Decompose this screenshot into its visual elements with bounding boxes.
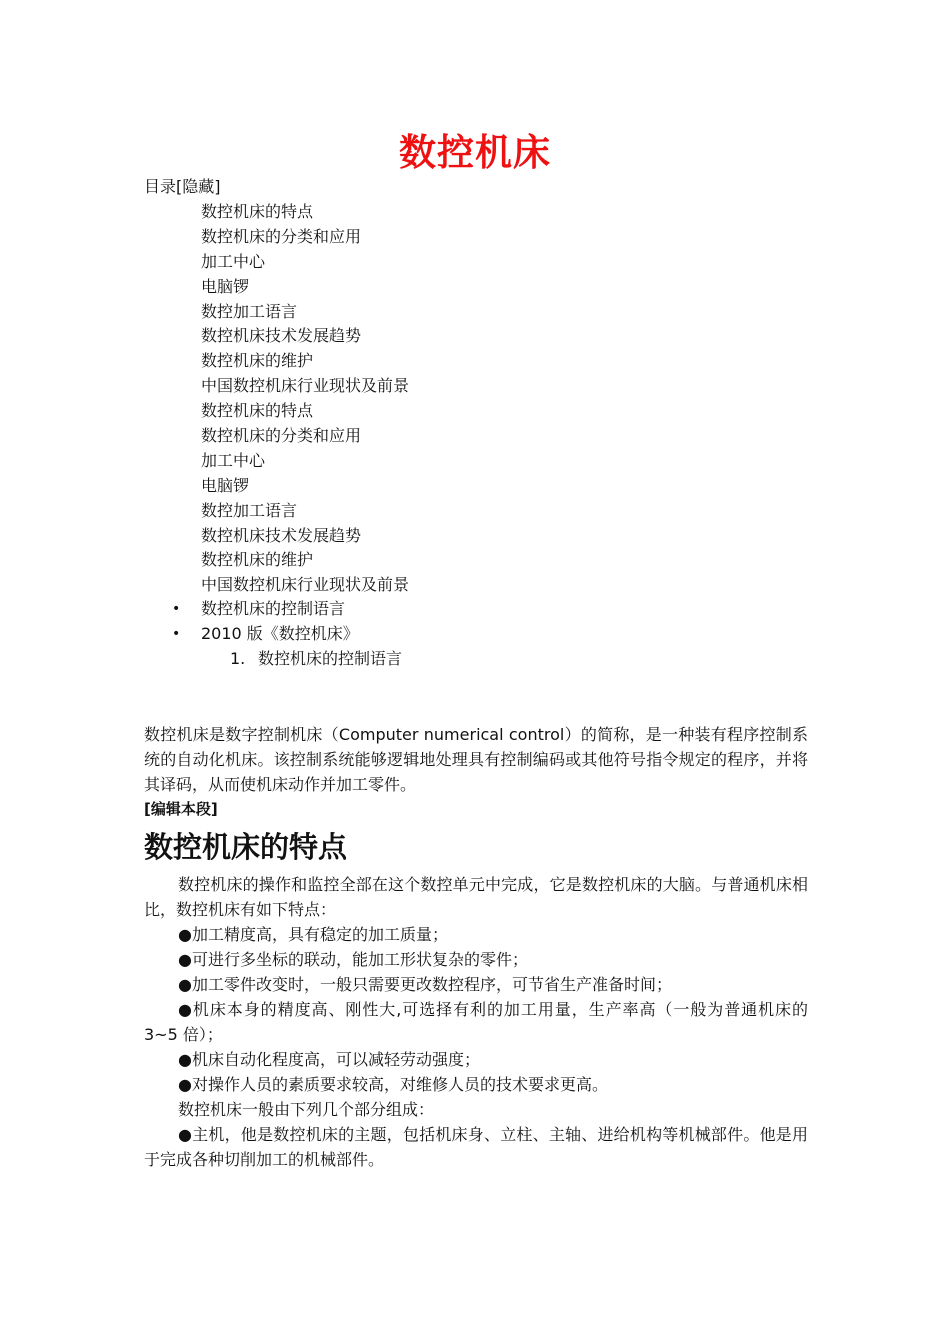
feature-item: ●可进行多坐标的联动，能加工形状复杂的零件； xyxy=(178,950,528,969)
toc-item[interactable]: 数控加工语言 xyxy=(201,301,298,321)
section-heading: 数控机床的特点 xyxy=(144,830,348,864)
body-paragraph: 数控机床的操作和监控全部在这个数控单元中完成，它是数控机床的大脑。与普通机床相比，数控机床有如下特点： xyxy=(144,875,808,919)
feature-item: ●对操作人员的素质要求较高，对维修人员的技术要求更高。 xyxy=(178,1075,608,1094)
bullet-icon: • xyxy=(172,601,181,617)
toc-item[interactable]: 数控机床技术发展趋势 xyxy=(201,525,362,545)
bullet-item-label: 2010 版《数控机床》 xyxy=(201,623,359,643)
body-paragraph: 数控机床一般由下列几个部分组成： xyxy=(178,1100,435,1119)
feature-item: ●机床自动化程度高，可以减轻劳动强度； xyxy=(178,1050,480,1069)
feature-item: ●加工精度高，具有稳定的加工质量； xyxy=(178,925,448,944)
toc-item[interactable]: 数控机床的分类和应用 xyxy=(201,226,362,246)
feature-item: ●机床本身的精度高、刚性大,可选择有利的加工用量，生产率高（一般为普通机床的 3~5 倍）； xyxy=(144,1000,808,1044)
bullet-icon: • xyxy=(172,625,181,642)
edit-section-link[interactable]: [编辑本段] xyxy=(144,800,218,818)
bullet-item[interactable] xyxy=(144,622,359,647)
toc-item[interactable]: 电脑锣 xyxy=(201,475,250,495)
toc-item[interactable]: 数控机床的特点 xyxy=(201,202,314,221)
intro-paragraph: 数控机床是数字控制机床（Computer numerical control）的简称，是一种装有程序控制系统的自动化机床。该控制系统能够逻辑地处理具有控制编码或其他符号指令规定的程序，并将其译码，从而使机床动作并加工零件。 xyxy=(144,725,808,794)
component-item: ●主机，他是数控机床的主题，包括机床身、立柱、主轴、进给机构等机械部件。他是用于完成各种切削加工的机械部件。 xyxy=(144,1125,808,1169)
toc-item[interactable]: 电脑锣 xyxy=(201,276,250,296)
feature-item: ●加工零件改变时，一般只需要更改数控程序，可节省生产准备时间； xyxy=(178,975,672,994)
bullet-list xyxy=(144,597,359,647)
bullet-item[interactable] xyxy=(144,597,359,622)
toc-item[interactable]: 数控机床的维护 xyxy=(201,351,314,371)
document-title: 数控机床 xyxy=(399,131,551,174)
section-body xyxy=(144,872,808,1172)
toc-item[interactable]: 数控机床技术发展趋势 xyxy=(201,326,362,346)
sub-item-number: 1. xyxy=(230,649,246,668)
numbered-sub-item[interactable] xyxy=(230,647,402,672)
sub-item-label: 数控机床的控制语言 xyxy=(258,649,403,668)
toc-item[interactable]: 加工中心 xyxy=(201,251,266,271)
toc-item[interactable]: 中国数控机床行业现状及前景 xyxy=(201,376,410,396)
toc-item[interactable]: 加工中心 xyxy=(201,450,266,470)
toc-item[interactable]: 中国数控机床行业现状及前景 xyxy=(201,575,410,595)
toc-item[interactable]: 数控机床的分类和应用 xyxy=(201,426,362,446)
table-of-contents xyxy=(201,200,409,598)
toc-item[interactable]: 数控机床的特点 xyxy=(201,401,314,421)
toc-item[interactable]: 数控机床的维护 xyxy=(201,550,314,570)
bullet-item-label: 数控机床的控制语言 xyxy=(201,599,346,618)
toc-header[interactable]: 目录[隐藏] xyxy=(144,177,221,196)
toc-item[interactable]: 数控加工语言 xyxy=(201,500,298,520)
